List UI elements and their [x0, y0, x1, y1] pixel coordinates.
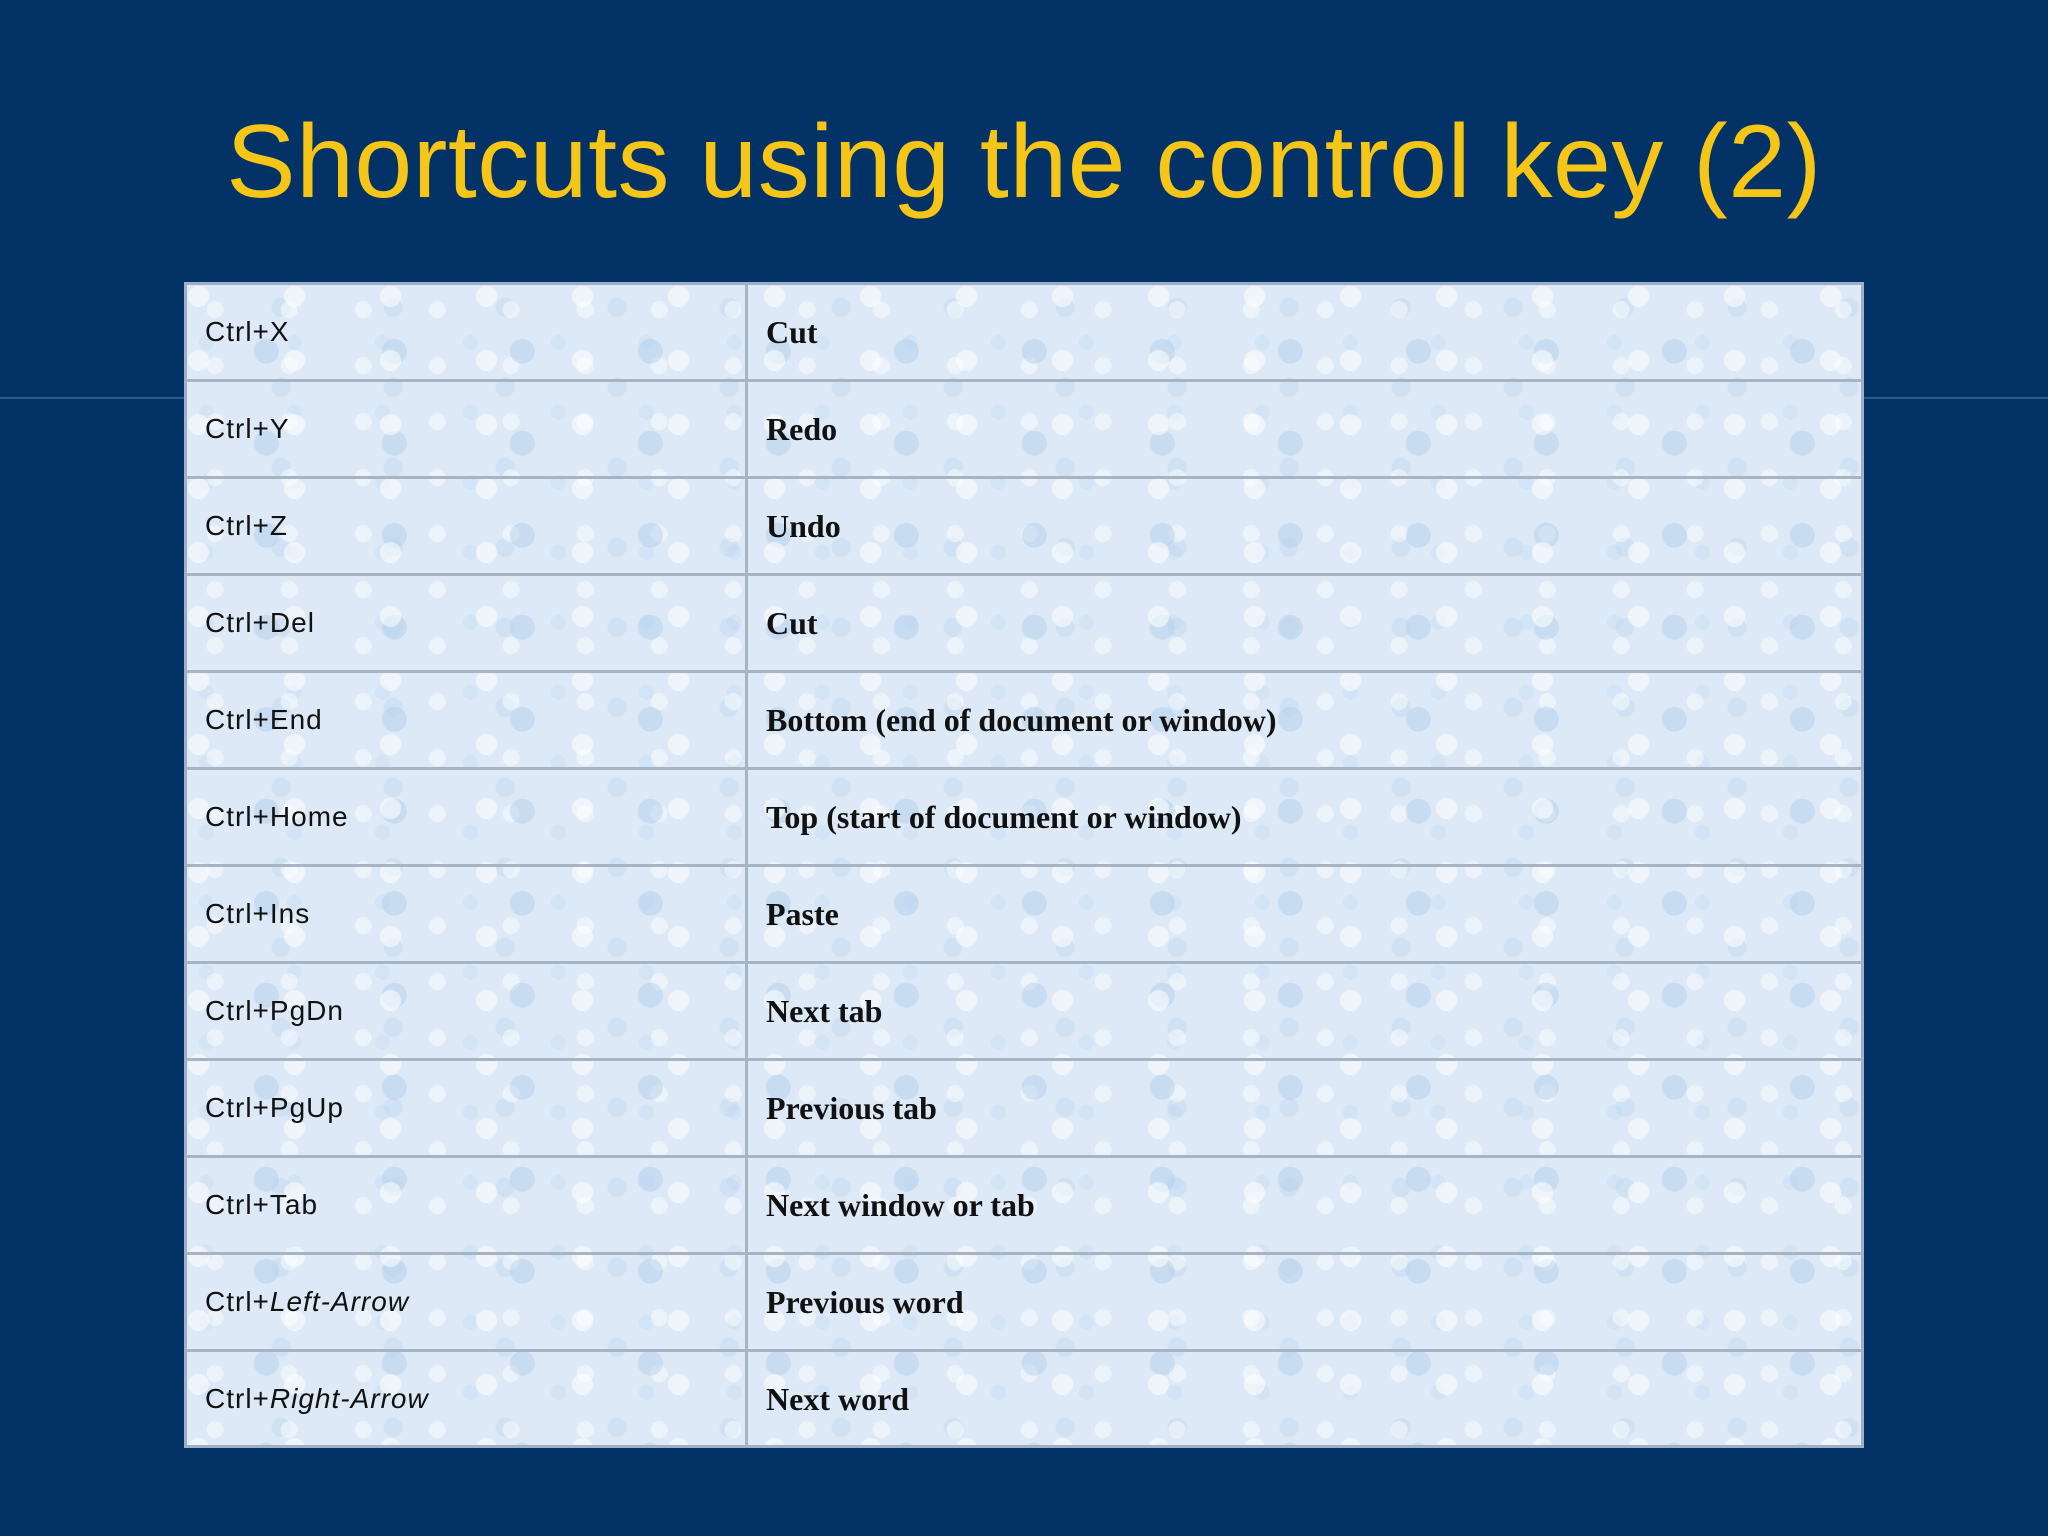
- shortcut-action: Bottom (end of document or window): [747, 672, 1862, 769]
- table-row: [187, 575, 1861, 672]
- shortcut-key: Ctrl+PgUp: [187, 1060, 747, 1157]
- shortcut-action: Cut: [747, 285, 1862, 381]
- shortcut-action: Cut: [747, 575, 1862, 672]
- shortcut-action: Previous word: [747, 1254, 1862, 1351]
- table-row: [187, 1254, 1861, 1351]
- shortcut-action: Paste: [747, 866, 1862, 963]
- shortcut-key: Ctrl+PgDn: [187, 963, 747, 1060]
- key-arrow-name: Left-Arrow: [269, 1286, 410, 1317]
- shortcut-key: [187, 1351, 747, 1447]
- table-row: [187, 769, 1861, 866]
- table-row: [187, 285, 1861, 381]
- shortcut-action: Undo: [747, 478, 1862, 575]
- table-row: [187, 1157, 1861, 1254]
- shortcut-key: Ctrl+Tab: [187, 1157, 747, 1254]
- table-row: [187, 1060, 1861, 1157]
- shortcut-action: Top (start of document or window): [747, 769, 1862, 866]
- table-row: [187, 963, 1861, 1060]
- table-row: [187, 381, 1861, 478]
- key-prefix: Ctrl+: [205, 1286, 270, 1317]
- shortcut-key: Ctrl+End: [187, 672, 747, 769]
- shortcut-key: Ctrl+Z: [187, 478, 747, 575]
- shortcut-action: Next tab: [747, 963, 1862, 1060]
- slide-title: Shortcuts using the control key (2): [226, 104, 1822, 220]
- shortcut-action: Previous tab: [747, 1060, 1862, 1157]
- shortcut-key: [187, 1254, 747, 1351]
- table-row: [187, 1351, 1861, 1447]
- shortcuts-grid: [187, 285, 1861, 1446]
- shortcuts-table: [184, 282, 1864, 1448]
- shortcut-key: Ctrl+Y: [187, 381, 747, 478]
- shortcut-key: Ctrl+Ins: [187, 866, 747, 963]
- key-prefix: Ctrl+: [205, 1383, 270, 1414]
- table-row: [187, 478, 1861, 575]
- table-row: [187, 866, 1861, 963]
- shortcut-key: Ctrl+Del: [187, 575, 747, 672]
- table-row: [187, 672, 1861, 769]
- shortcut-key: Ctrl+X: [187, 285, 747, 381]
- key-arrow-name: Right-Arrow: [269, 1383, 429, 1414]
- shortcut-action: Redo: [747, 381, 1862, 478]
- shortcut-key: Ctrl+Home: [187, 769, 747, 866]
- shortcut-action: Next word: [747, 1351, 1862, 1447]
- shortcut-action: Next window or tab: [747, 1157, 1862, 1254]
